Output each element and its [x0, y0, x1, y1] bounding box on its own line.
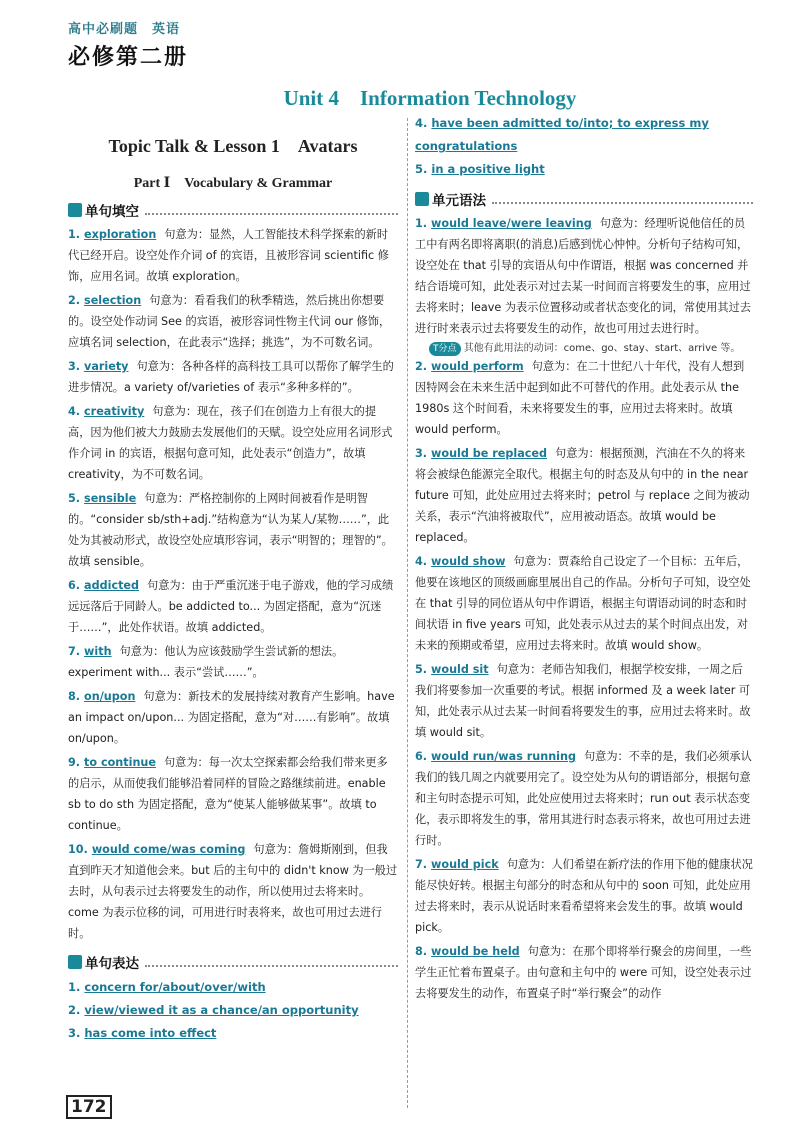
lesson-title: Topic Talk & Lesson 1 Avatars	[108, 136, 358, 156]
fill-item	[68, 686, 398, 749]
item-answer: would be replaced	[431, 447, 547, 460]
grammar-item	[415, 854, 753, 938]
tip-text: 其他有此用法的动词：come、go、stay、start、arrive 等。	[463, 343, 741, 354]
item-number: 3.	[68, 360, 81, 373]
page-number: 172	[66, 1095, 112, 1119]
grammar-item	[415, 746, 753, 851]
right-column	[415, 112, 753, 1007]
item-number: 6.	[68, 579, 81, 592]
item-explanation: 句意为：老师告知我们，根据学校安排，一周之后我们将要参加一次重要的考试。根据 informed 及 a week later 可知，此处表示从过去某一时间看将要发生的事，应用过去将来时。故填 would sit。	[415, 663, 751, 739]
item-answer: would perform	[431, 360, 524, 373]
item-answer: would run/was running	[431, 750, 576, 763]
item-number: 5.	[415, 162, 428, 176]
item-answer: on/upon	[84, 690, 136, 703]
item-number: 2.	[415, 360, 428, 373]
item-number: 5.	[68, 492, 81, 505]
item-number: 4.	[415, 116, 428, 130]
item-answer: exploration	[84, 228, 157, 241]
item-number: 1.	[68, 980, 81, 994]
grammar-item	[415, 443, 753, 548]
section-mark-icon	[68, 203, 82, 217]
item-explanation: 句意为：由于严重沉迷于电子游戏，他的学习成绩远远落后于同龄人。be addicted to... 为固定搭配，意为“沉迷于……”，此处作状语。故填 addicted。	[68, 579, 394, 634]
section-label: 单元语法	[432, 193, 486, 209]
item-explanation: 句意为：人们希望在新疗法的作用下他的健康状况能尽快好转。根据主句部分的时态和从句中的 soon 可知，此处应用过去将来时，表示从说话时来看希望将来会发生的事。故填 would pick。	[415, 858, 753, 934]
item-explanation: 句意为：在二十世纪八十年代，没有人想到因特网会在未来生活中起到如此不可替代的作用。此处表示从 the 1980s 这个时间看，未来将要发生的事，应用过去将来时。故填 would perform。	[415, 360, 745, 436]
item-explanation: 句意为：每一次太空探索都会给我们带来更多的启示，从而使我们能够沿着同样的冒险之路继续前进。enable sb to do sth 为固定搭配，意为“使某人能够做某事”。故填 to continue。	[68, 756, 388, 832]
fill-item	[68, 224, 398, 287]
item-number: 5.	[415, 663, 428, 676]
fill-item	[68, 488, 398, 572]
item-number: 1.	[415, 217, 428, 230]
section-dots	[492, 194, 753, 204]
item-answer: addicted	[84, 579, 140, 592]
item-number: 6.	[415, 750, 428, 763]
item-number: 7.	[68, 645, 81, 658]
unit-title: Unit 4 Information Technology	[283, 86, 577, 110]
item-number: 8.	[68, 690, 81, 703]
item-answer: have been admitted to/into; to express my congratulations	[415, 116, 709, 153]
express-item	[415, 112, 753, 158]
item-number: 3.	[68, 1026, 81, 1040]
item-answer: to continue	[84, 756, 156, 769]
item-number: 4.	[68, 405, 81, 418]
express-item	[68, 999, 398, 1022]
item-answer: would be held	[431, 945, 520, 958]
item-answer: creativity	[84, 405, 145, 418]
item-number: 4.	[415, 555, 428, 568]
item-answer: selection	[84, 294, 142, 307]
column-divider	[407, 118, 408, 1108]
grammar-item	[415, 213, 753, 339]
item-answer: would pick	[431, 858, 499, 871]
section-header-grammar	[415, 189, 753, 209]
section-mark-icon	[415, 192, 429, 206]
section-header-fill	[68, 200, 398, 220]
item-number: 2.	[68, 1003, 81, 1017]
item-explanation: 句意为：看看我们的秋季精选，然后挑出你想要的。设空处作动词 See 的宾语，被形容词性物主代词 our 修饰，应填名词 selection，在此表示“选择；挑选”，为不可数名词。	[68, 294, 391, 349]
item-number: 2.	[68, 294, 81, 307]
fill-item	[68, 401, 398, 485]
item-answer: would leave/were leaving	[431, 217, 592, 230]
grammar-item	[415, 551, 753, 656]
book-series-label: 高中必刷题 英语	[68, 22, 181, 37]
item-answer: with	[84, 645, 112, 658]
item-explanation: 句意为：不幸的是，我们必须承认我们的钱几周之内就要用完了。设空处为从句的谓语部分，根据句意和主句时态提示可知，此处应使用过去将来时；run out 表示状态变化，表示即将发生的事，常用其进行时态表示将来，故也可用过去进行时。	[415, 750, 752, 847]
item-answer: sensible	[84, 492, 137, 505]
item-number: 1.	[68, 228, 81, 241]
fill-item	[68, 356, 398, 398]
item-explanation: 句意为：贾森给自己设定了一个目标：五年后，他要在该地区的顶级画廊里展出自己的作品。分析句子可知，设空处在 that 引导的同位语从句中作谓语，根据主句谓语动词的时态和时间状语 in five years 可知，此处表示从过去的某个时间点出发，对未来的预期或希望，应用过去将来时。故填 would show。	[415, 555, 751, 652]
item-explanation: 句意为：詹姆斯刚到，但我直到昨天才知道他会来。but 后的主句中的 didn't know 为一般过去时，从句表示过去将要发生的动作，所以使用过去将来时。come 为表示位移的词，可用进行时表将来，故也可用过去进行时。	[68, 843, 398, 940]
item-answer: has come into effect	[84, 1026, 217, 1040]
item-answer: would sit	[431, 663, 489, 676]
item-number: 7.	[415, 858, 428, 871]
book-volume-title: 必修第二册	[68, 45, 189, 70]
item-number: 9.	[68, 756, 81, 769]
item-explanation: 句意为：经理听说他信任的员工中有两名即将离职(的消息)后感到忧心忡忡。分析句子结构可知，设空处在 that 引导的宾语从句中作谓语，根据 was concerned 并结合语境可知，此处表示对过去某一时间而言将要发生的事，应用过去将来时；leave 为表示位置移动或者状态变化的词，常使用其过去进行时来表示过去将要发生的动作，故也可用过去进行时。	[415, 217, 751, 335]
section-label: 单句填空	[85, 204, 139, 220]
express-item	[68, 976, 398, 999]
item-explanation: 句意为：在那个即将举行聚会的房间里，一些学生正忙着布置桌子。由句意和主句中的 were 可知，设空处表示过去将要发生的动作，布置桌子时“举行聚会”的动作	[415, 945, 752, 1000]
item-answer: would show	[431, 555, 506, 568]
item-explanation: 句意为：新技术的发展持续对教育产生影响。have an impact on/upon... 为固定搭配，意为“对……有影响”。故填 on/upon。	[68, 690, 395, 745]
section-mark-icon	[68, 955, 82, 969]
express-item	[68, 1022, 398, 1045]
fill-item	[68, 290, 398, 353]
item-answer: in a positive light	[431, 162, 545, 176]
left-column	[68, 112, 398, 1045]
item-number: 10.	[68, 843, 88, 856]
item-explanation: 句意为：根据预测，汽油在不久的将来将会被绿色能源完全取代。根据主句的时态及从句中的 in the near future 可知，此处应用过去将来时；petrol 与 replace 之间为被动关系，表示“汽油将被取代”，应用被动语态。故填 would be replaced。	[415, 447, 750, 544]
fill-item	[68, 641, 398, 683]
grammar-item	[415, 941, 753, 1004]
grammar-item	[415, 659, 753, 743]
section-dots	[145, 205, 398, 215]
section-label: 单句表达	[85, 956, 139, 972]
fill-item	[68, 839, 398, 944]
item-explanation: 句意为：各种各样的高科技工具可以帮你了解学生的进步情况。a variety of/varieties of 表示“多种多样的”。	[68, 360, 394, 394]
part-title: Part Ⅰ Vocabulary & Grammar	[133, 176, 333, 191]
fill-item	[68, 575, 398, 638]
section-header-express	[68, 952, 398, 972]
item-number: 3.	[415, 447, 428, 460]
tip-note	[415, 342, 753, 356]
fill-item	[68, 752, 398, 836]
item-explanation: 句意为：现在，孩子们在创造力上有很大的提高，因为他们被大力鼓励去发展他们的天赋。设空处应用名词形式作介词 in 的宾语，根据句意可知，此处表示“创造力”，故填 creativity，为不可数名词。	[68, 405, 393, 481]
express-item	[415, 158, 753, 181]
item-explanation: 句意为：显然，人工智能技术科学探索的新时代已经开启。设空处作介词 of 的宾语，且被形容词 scientific 修饰，应用名词。故填 exploration。	[68, 228, 389, 283]
item-answer: would come/was coming	[91, 843, 246, 856]
item-answer: view/viewed it as a chance/an opportunity	[84, 1003, 359, 1017]
tip-tag: T分点	[429, 342, 461, 356]
item-number: 8.	[415, 945, 428, 958]
item-answer: variety	[84, 360, 129, 373]
item-explanation: 句意为：他认为应该鼓励学生尝试新的想法。experiment with... 表示“尝试……”。	[68, 645, 344, 679]
grammar-item	[415, 356, 753, 440]
section-dots	[145, 957, 398, 967]
item-explanation: 句意为：严格控制你的上网时间被看作是明智的。“consider sb/sth+adj.”结构意为“认为某人/某物……”，此处为其被动形式，故设空处应填形容词，表示“明智的；理智的”。故填 sensible。	[68, 492, 393, 568]
item-answer: concern for/about/over/with	[84, 980, 266, 994]
